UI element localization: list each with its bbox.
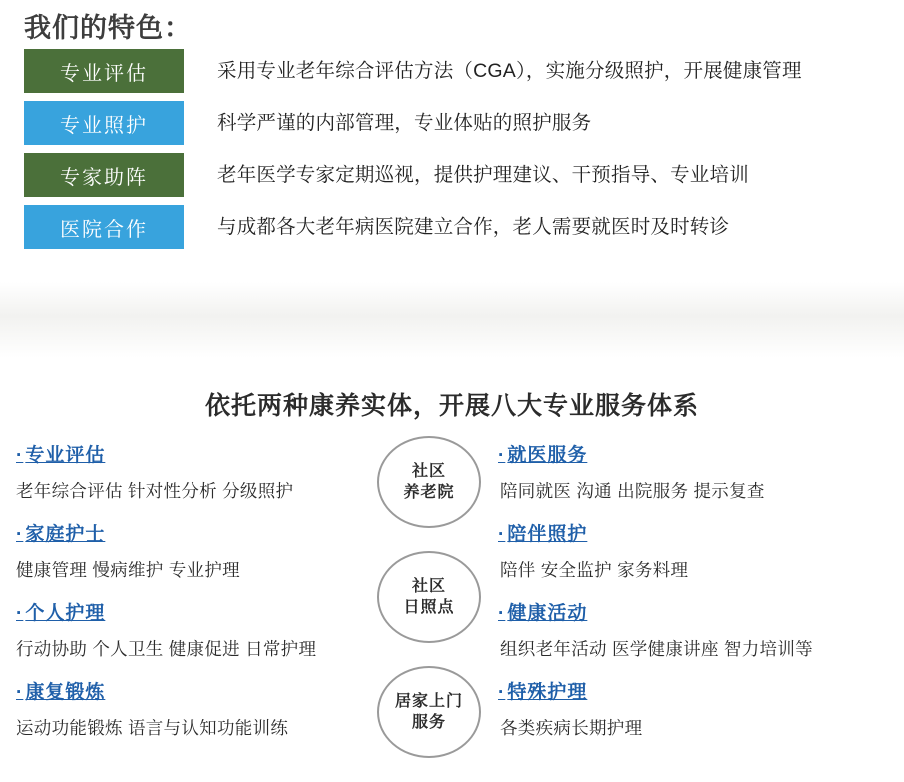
service-name: [16, 598, 105, 625]
service-block: [16, 440, 366, 503]
entity-line-1: 居家上门: [394, 693, 463, 710]
bullet-icon: ·: [16, 524, 24, 545]
service-name: [498, 440, 587, 467]
features-heading: 我们的特色：: [24, 13, 192, 43]
service-block: [498, 440, 848, 503]
bullet-icon: ·: [498, 445, 506, 466]
entity-line-2: 日照点: [403, 599, 455, 616]
service-name-text: 个人护理: [25, 603, 106, 624]
entity-oval-home-visit-service: [377, 666, 481, 758]
service-name: [16, 440, 105, 467]
entity-oval-community-nursing-home: [377, 436, 481, 528]
feature-tag: 专家助阵: [24, 153, 184, 197]
services-left-column: [16, 440, 366, 756]
entity-line-2: 服务: [411, 714, 446, 731]
feature-row: [24, 101, 880, 145]
bullet-icon: ·: [16, 445, 24, 466]
service-items: 陪伴 安全监护 家务料理: [500, 560, 689, 580]
service-name-text: 健康活动: [507, 603, 588, 624]
features-list: [24, 49, 880, 257]
bullet-icon: ·: [498, 682, 506, 703]
feature-row: [24, 49, 880, 93]
service-block: [498, 519, 848, 582]
service-name-text: 陪伴照护: [507, 524, 588, 545]
service-items: 健康管理 慢病维护 专业护理: [16, 560, 240, 580]
service-block: [16, 677, 366, 740]
service-items: 老年综合评估 针对性分析 分级照护: [16, 481, 294, 501]
service-name: [498, 598, 587, 625]
entity-line-1: 社区: [411, 463, 446, 480]
service-block: [16, 519, 366, 582]
feature-row: [24, 205, 880, 249]
service-name-text: 康复锻炼: [25, 682, 106, 703]
service-name: [498, 519, 587, 546]
entity-group: [377, 436, 487, 766]
service-items: 运动功能锻炼 语言与认知功能训练: [16, 718, 289, 738]
feature-description: 采用专业老年综合评估方法（CGA），实施分级照护，开展健康管理: [217, 60, 802, 82]
entity-line-2: 养老院: [403, 484, 455, 501]
feature-tag: 专业照护: [24, 101, 184, 145]
feature-description: 与成都各大老年病医院建立合作，老人需要就医时及时转诊: [217, 216, 730, 238]
service-name-text: 专业评估: [25, 445, 106, 466]
bullet-icon: ·: [498, 524, 506, 545]
services-heading: 依托两种康养实体，开展八大专业服务体系: [204, 392, 699, 420]
bullet-icon: ·: [16, 603, 24, 624]
service-name-text: 家庭护士: [25, 524, 106, 545]
service-items: 行动协助 个人卫生 健康促进 日常护理: [16, 639, 317, 659]
section-divider: [0, 282, 904, 358]
feature-description: 科学严谨的内部管理，专业体贴的照护服务: [217, 112, 592, 134]
bullet-icon: ·: [498, 603, 506, 624]
service-items: 陪同就医 沟通 出院服务 提示复查: [500, 481, 765, 501]
services-section: [0, 358, 904, 782]
service-name: [16, 519, 105, 546]
feature-description: 老年医学专家定期巡视，提供护理建议、干预指导、专业培训: [217, 164, 749, 186]
service-name: [16, 677, 105, 704]
features-section: [0, 0, 904, 296]
service-name-text: 特殊护理: [507, 682, 588, 703]
service-name-text: 就医服务: [507, 445, 588, 466]
services-right-column: [498, 440, 848, 756]
service-block: [498, 598, 848, 661]
service-items: 各类疾病长期护理: [500, 718, 643, 738]
service-items: 组织老年活动 医学健康讲座 智力培训等: [500, 639, 813, 659]
service-block: [16, 598, 366, 661]
feature-tag: 医院合作: [24, 205, 184, 249]
feature-tag: 专业评估: [24, 49, 184, 93]
entity-oval-community-day-care: [377, 551, 481, 643]
service-name: [498, 677, 587, 704]
entity-line-1: 社区: [411, 578, 446, 595]
service-block: [498, 677, 848, 740]
feature-row: [24, 153, 880, 197]
bullet-icon: ·: [16, 682, 24, 703]
